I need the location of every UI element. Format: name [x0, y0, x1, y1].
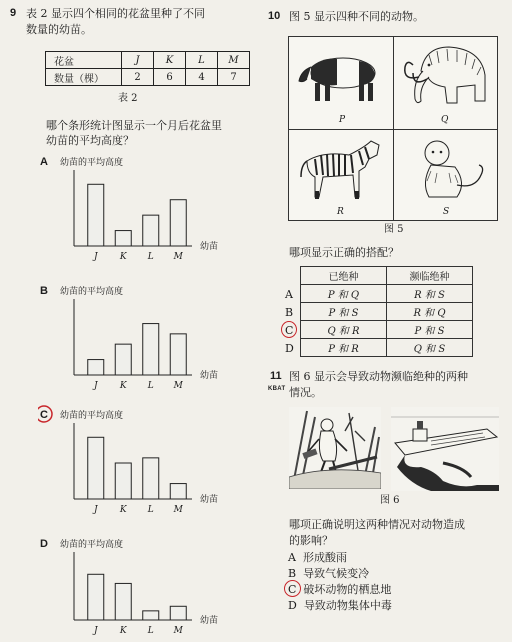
animal-label-r: R: [337, 207, 344, 217]
q11-question-line1: 哪项正确说明这两种情况对动物造成: [289, 518, 465, 531]
animal-label-p: P: [339, 115, 346, 125]
q9-number: 9: [10, 7, 17, 19]
bar: [115, 231, 131, 246]
category-label: M: [173, 626, 183, 636]
q9-question-line1: 哪个条形统计图显示一个月后花盆里: [46, 119, 222, 132]
extinct-cell: Q 和 R: [301, 321, 387, 339]
option-letter: C: [288, 583, 297, 596]
animal-label-s: S: [443, 207, 450, 217]
bar: [88, 574, 104, 620]
bar: [143, 458, 159, 499]
mammoth-illustration: [399, 41, 495, 117]
bar-chart: [38, 281, 248, 393]
monkey-illustration: [401, 135, 493, 205]
y-axis-label: 幼苗的平均高度: [60, 158, 124, 168]
option-letter[interactable]: B: [285, 306, 294, 319]
q11-number: 11: [270, 370, 282, 382]
bar: [115, 583, 131, 620]
bar: [170, 606, 186, 620]
bar: [170, 334, 186, 375]
table-header-count: 数量（棵）: [46, 69, 122, 86]
table-header-row: [301, 267, 473, 285]
count-cell: 7: [218, 69, 250, 86]
bar: [88, 184, 104, 246]
q10-stem: 图 5 显示四种不同的动物。: [289, 10, 424, 23]
table-row[interactable]: [301, 339, 473, 357]
bar: [88, 437, 104, 499]
category-label: M: [173, 252, 183, 262]
category-label: M: [173, 381, 183, 391]
option-letter[interactable]: A: [285, 288, 293, 301]
answer-circle: [281, 321, 297, 338]
option-text: 形成酸雨: [302, 551, 347, 564]
q11-stem-line1: 图 6 显示会导致动物濒临绝种的两种: [289, 370, 468, 383]
q11-question-line2: 的影响？: [289, 534, 333, 547]
category-label: L: [147, 252, 154, 262]
extinct-cell: P 和 S: [301, 303, 387, 321]
q11-stem-line2: 情况。: [289, 386, 322, 399]
bar-chart: [38, 534, 248, 638]
y-axis-label: 幼苗的平均高度: [60, 287, 124, 297]
option-letter: B: [288, 567, 297, 580]
x-axis-label: 幼苗: [200, 371, 219, 381]
oil-spill-illustration: [391, 407, 499, 491]
pot-label: L: [186, 52, 218, 69]
category-label: K: [119, 505, 127, 515]
animal-label-q: Q: [441, 115, 449, 125]
figure-5-animals: [288, 36, 498, 221]
option-text: 导致动物集体中毒: [303, 599, 392, 612]
category-label: J: [93, 505, 98, 515]
answer-circle: [284, 580, 301, 597]
pot-label: M: [218, 52, 250, 69]
x-axis-label: 幼苗: [200, 495, 219, 505]
table-row-counts: [46, 69, 250, 86]
option-letter[interactable]: C: [285, 324, 294, 337]
bar: [170, 484, 186, 499]
pot-label: K: [154, 52, 186, 69]
category-label: L: [147, 505, 154, 515]
divider: [289, 129, 497, 130]
count-cell: 2: [122, 69, 154, 86]
option-d-chart[interactable]: [38, 534, 248, 638]
table-caption: 表 2: [118, 93, 138, 104]
option-b-chart[interactable]: [38, 281, 248, 393]
option-a-chart[interactable]: [38, 152, 248, 264]
option-letter: C: [40, 409, 48, 421]
option-letter[interactable]: D: [285, 342, 294, 355]
bar-chart: [38, 405, 248, 517]
zebra-illustration: [293, 137, 389, 205]
category-label: M: [173, 505, 183, 515]
category-label: J: [93, 252, 98, 262]
option-letter: B: [40, 285, 48, 297]
y-axis-label: 幼苗的平均高度: [60, 411, 124, 421]
q9-question-line2: 幼苗的平均高度？: [46, 134, 134, 147]
endangered-cell: R 和 Q: [387, 303, 473, 321]
option-text: 破坏动物的栖息地: [303, 583, 392, 596]
category-label: L: [147, 381, 154, 391]
header-endangered: 濒临绝种: [387, 267, 473, 285]
header-extinct: 已绝种: [301, 267, 387, 285]
extinct-cell: P 和 Q: [301, 285, 387, 303]
q10-question: 哪项显示正确的搭配？: [289, 246, 399, 259]
category-label: K: [119, 626, 127, 636]
endangered-cell: R 和 S: [387, 285, 473, 303]
x-axis-label: 幼苗: [200, 616, 219, 626]
table-2: [45, 51, 250, 86]
q11-option-b[interactable]: [288, 567, 369, 581]
q9-stem-line1: 表 2 显示四个相同的花盆里种了不同: [26, 7, 205, 20]
logging-illustration: [289, 407, 381, 489]
option-letter: A: [288, 551, 296, 564]
q11-option-c[interactable]: [288, 583, 391, 597]
endangered-cell: Q 和 S: [387, 339, 473, 357]
table-row-pots: [46, 52, 250, 69]
bar: [115, 344, 131, 375]
bar: [143, 611, 159, 620]
option-letter: D: [40, 538, 48, 550]
q10-number: 10: [268, 10, 281, 22]
count-cell: 6: [154, 69, 186, 86]
bar: [143, 215, 159, 246]
option-c-chart[interactable]: [38, 405, 248, 517]
bar: [170, 200, 186, 246]
q11-option-a[interactable]: [288, 551, 347, 565]
pot-label: J: [122, 52, 154, 69]
option-text: 导致气候变冷: [303, 567, 370, 580]
x-axis-label: 幼苗: [200, 242, 219, 252]
table-row[interactable]: [301, 303, 473, 321]
category-label: L: [147, 626, 154, 636]
option-letter: D: [288, 599, 297, 612]
table-row[interactable]: [301, 321, 473, 339]
q9-stem-line2: 数量的幼苗。: [26, 23, 92, 36]
bar: [115, 463, 131, 499]
bar-chart: [38, 152, 248, 264]
bar: [88, 360, 104, 375]
option-letter: A: [40, 156, 48, 168]
q11-option-d[interactable]: [288, 599, 392, 613]
count-cell: 4: [186, 69, 218, 86]
table-header-pot: 花盆: [46, 52, 122, 69]
kbat-badge: KBAT: [268, 386, 286, 392]
table-row[interactable]: [301, 285, 473, 303]
figure-5-caption: 图 5: [384, 224, 404, 235]
category-label: K: [119, 252, 127, 262]
extinct-cell: P 和 R: [301, 339, 387, 357]
figure-6-caption: 图 6: [380, 495, 400, 506]
q10-answer-table: [300, 266, 473, 357]
category-label: J: [93, 626, 98, 636]
y-axis-label: 幼苗的平均高度: [60, 540, 124, 550]
tapir-illustration: [293, 45, 389, 111]
category-label: K: [119, 381, 127, 391]
category-label: J: [93, 381, 98, 391]
bar: [143, 324, 159, 375]
endangered-cell: P 和 S: [387, 321, 473, 339]
